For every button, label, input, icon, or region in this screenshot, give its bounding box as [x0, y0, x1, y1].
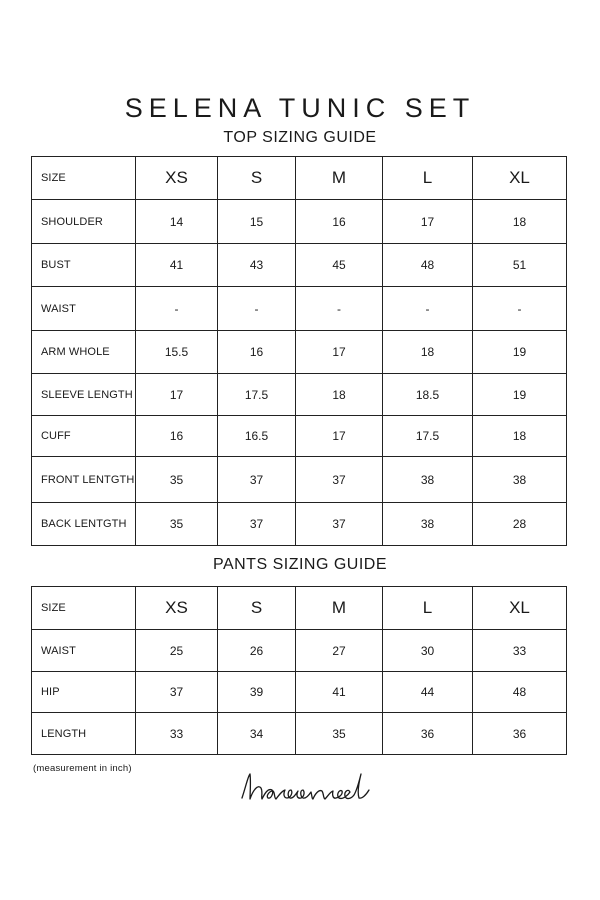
pants-sizing-table [31, 586, 567, 755]
measurement-value: 37 [296, 503, 383, 546]
measurement-value: 17 [296, 331, 383, 374]
measurement-value: 18 [473, 416, 567, 457]
size-header-xl: XL [473, 157, 567, 200]
measurement-label: ARM WHOLE [32, 331, 136, 374]
top-header-row [32, 157, 567, 200]
measurement-value: 51 [473, 244, 567, 287]
measurement-label: BUST [32, 244, 136, 287]
table-row [32, 374, 567, 416]
measurement-value: 18 [296, 374, 383, 416]
measurement-value: 18.5 [383, 374, 473, 416]
measurement-value: 37 [218, 503, 296, 546]
measurement-value: 15.5 [136, 331, 218, 374]
measurement-label: FRONT LENTGTH [32, 457, 136, 503]
measurement-value: 28 [473, 503, 567, 546]
table-row [32, 331, 567, 374]
table-row [32, 200, 567, 244]
measurement-value: 36 [473, 713, 567, 755]
size-header-m: M [296, 587, 383, 630]
measurement-value: 48 [473, 672, 567, 713]
size-header-xs: XS [136, 587, 218, 630]
measurement-value: 38 [473, 457, 567, 503]
table-row [32, 287, 567, 331]
measurement-value: 19 [473, 331, 567, 374]
brand-signature-logo [238, 768, 380, 808]
measurement-value: 44 [383, 672, 473, 713]
measurement-value: 35 [296, 713, 383, 755]
top-sizing-guide-heading: TOP SIZING GUIDE [223, 129, 377, 146]
size-header-s: S [218, 157, 296, 200]
measurement-value: 38 [383, 503, 473, 546]
table-row [32, 457, 567, 503]
measurement-value: 37 [296, 457, 383, 503]
measurement-label: SHOULDER [32, 200, 136, 244]
measurement-label: BACK LENTGTH [32, 503, 136, 546]
measurement-value: 16 [136, 416, 218, 457]
measurement-value: 37 [136, 672, 218, 713]
measurement-value: 41 [136, 244, 218, 287]
page-title: SELENA TUNIC SET [124, 93, 476, 123]
measurement-unit-note: (measurement in inch) [33, 763, 132, 774]
size-column-header: SIZE [32, 587, 136, 630]
measurement-label: WAIST [32, 630, 136, 672]
measurement-value: 35 [136, 457, 218, 503]
measurement-value: 39 [218, 672, 296, 713]
measurement-label: HIP [32, 672, 136, 713]
measurement-value: 17 [383, 200, 473, 244]
top-sizing-table [31, 156, 567, 546]
measurement-value: - [218, 287, 296, 331]
measurement-value: 33 [473, 630, 567, 672]
measurement-value: 17 [136, 374, 218, 416]
measurement-value: 36 [383, 713, 473, 755]
table-row [32, 713, 567, 755]
size-header-s: S [218, 587, 296, 630]
size-header-l: L [383, 587, 473, 630]
table-row [32, 630, 567, 672]
measurement-value: 41 [296, 672, 383, 713]
table-row [32, 503, 567, 546]
measurement-value: 14 [136, 200, 218, 244]
measurement-value: 35 [136, 503, 218, 546]
measurement-value: 45 [296, 244, 383, 287]
measurement-value: 16.5 [218, 416, 296, 457]
measurement-value: - [136, 287, 218, 331]
size-header-xl: XL [473, 587, 567, 630]
measurement-value: 34 [218, 713, 296, 755]
table-row [32, 244, 567, 287]
measurement-value: 38 [383, 457, 473, 503]
measurement-value: 19 [473, 374, 567, 416]
measurement-value: - [473, 287, 567, 331]
measurement-label: CUFF [32, 416, 136, 457]
measurement-value: 27 [296, 630, 383, 672]
measurement-value: 17.5 [218, 374, 296, 416]
measurement-value: 30 [383, 630, 473, 672]
measurement-value: 17 [296, 416, 383, 457]
table-row [32, 672, 567, 713]
measurement-value: 17.5 [383, 416, 473, 457]
measurement-value: 48 [383, 244, 473, 287]
measurement-value: 26 [218, 630, 296, 672]
measurement-value: 18 [473, 200, 567, 244]
size-header-xs: XS [136, 157, 218, 200]
measurement-value: 18 [383, 331, 473, 374]
table-row [32, 416, 567, 457]
signature-stroke [242, 774, 369, 799]
measurement-label: SLEEVE LENGTH [32, 374, 136, 416]
measurement-value: 15 [218, 200, 296, 244]
size-header-m: M [296, 157, 383, 200]
measurement-value: - [383, 287, 473, 331]
size-column-header: SIZE [32, 157, 136, 200]
top-sizing-table-body [32, 157, 567, 546]
measurement-label: WAIST [32, 287, 136, 331]
measurement-label: LENGTH [32, 713, 136, 755]
measurement-value: - [296, 287, 383, 331]
measurement-value: 33 [136, 713, 218, 755]
measurement-value: 25 [136, 630, 218, 672]
measurement-value: 43 [218, 244, 296, 287]
measurement-value: 16 [296, 200, 383, 244]
measurement-value: 37 [218, 457, 296, 503]
pants-sizing-guide-heading: PANTS SIZING GUIDE [212, 556, 388, 573]
pants-header-row [32, 587, 567, 630]
pants-sizing-table-body [32, 587, 567, 755]
size-header-l: L [383, 157, 473, 200]
measurement-value: 16 [218, 331, 296, 374]
